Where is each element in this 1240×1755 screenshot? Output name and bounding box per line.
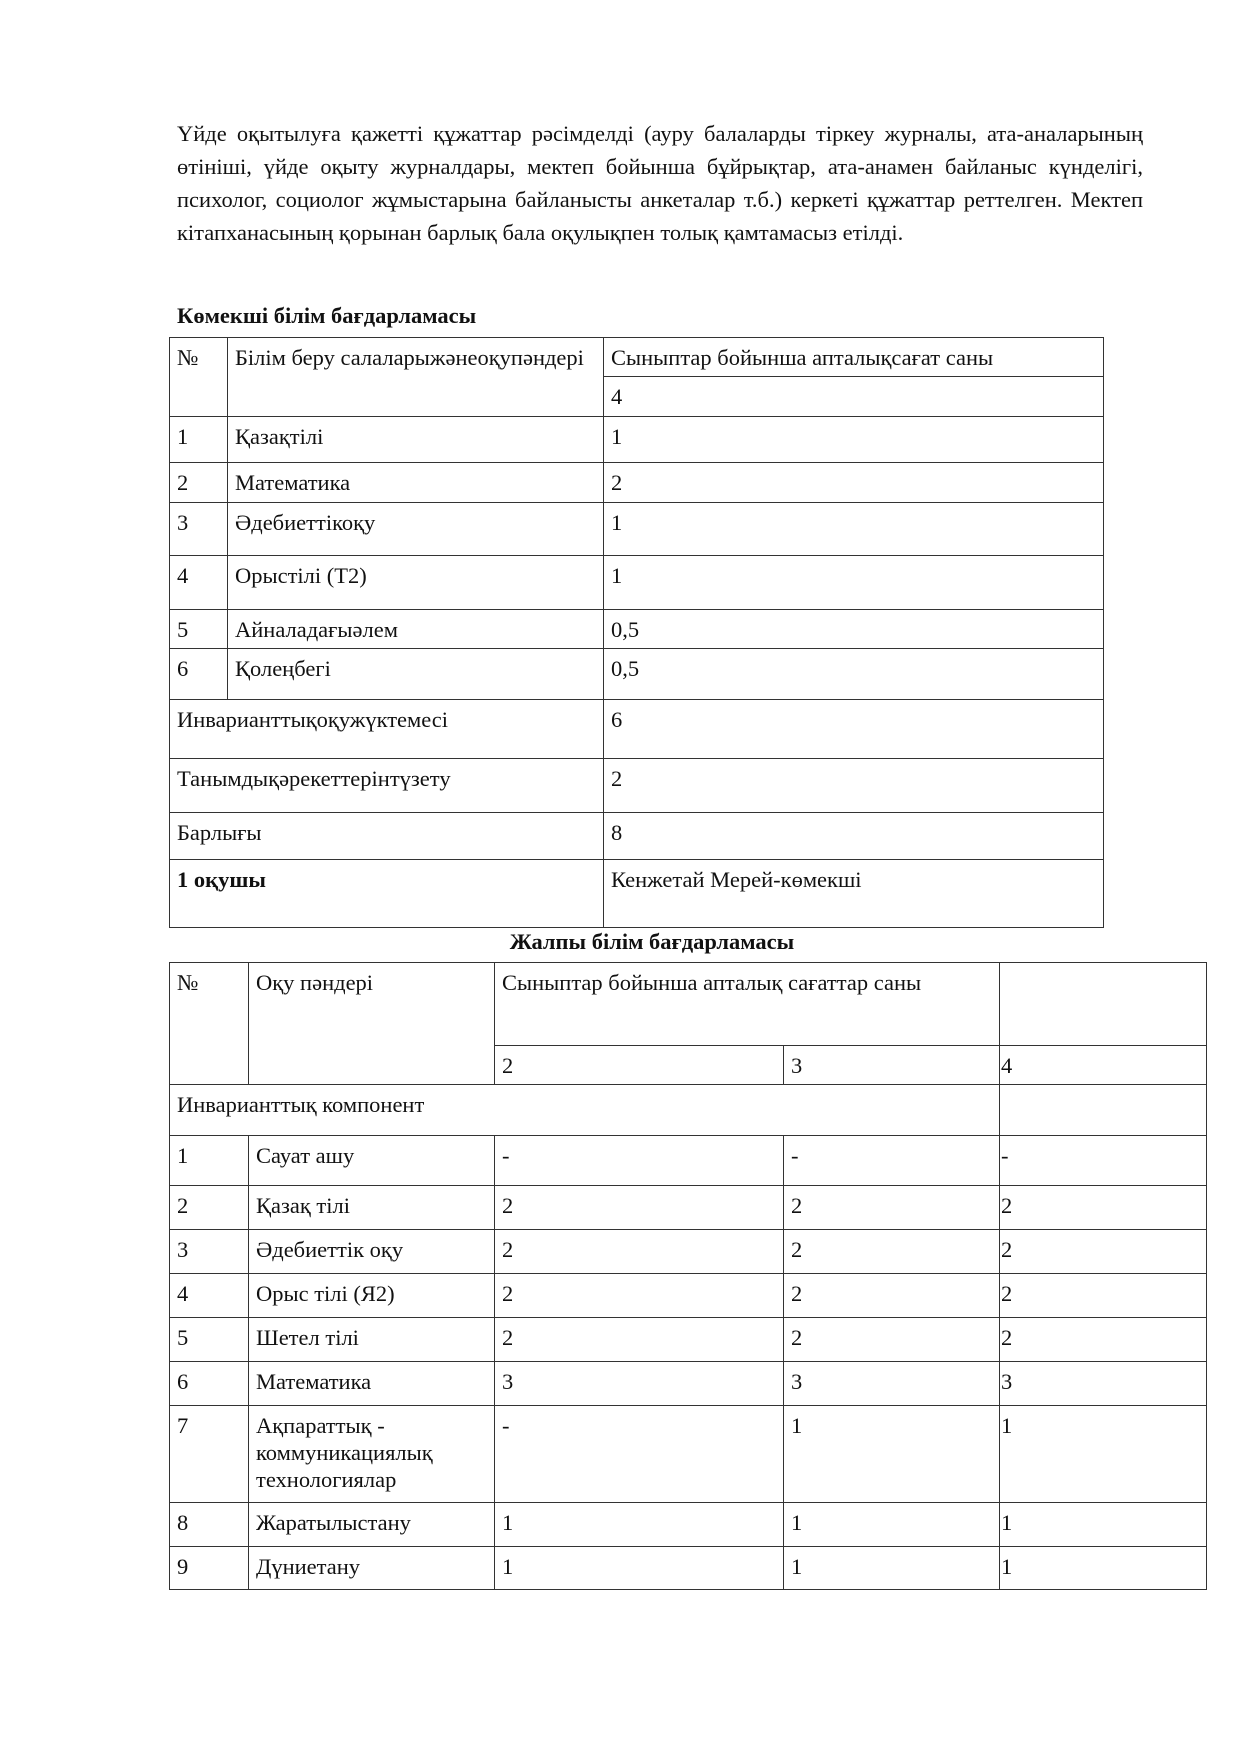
row-subject: Математика	[249, 1362, 495, 1406]
summary-row	[170, 813, 1104, 860]
table-row	[170, 1274, 1207, 1318]
header-empty	[1000, 963, 1207, 1046]
row-subject: Математика	[228, 463, 604, 503]
summary-value: 8	[604, 813, 1104, 860]
header-num: №	[170, 338, 228, 417]
header-num: №	[170, 963, 249, 1085]
table-row	[170, 1503, 1207, 1547]
row-value: 3	[495, 1362, 784, 1406]
summary-label: Барлығы	[170, 813, 604, 860]
summary-row	[170, 759, 1104, 813]
row-subject: Қолеңбегі	[228, 649, 604, 700]
section-row	[170, 1085, 1207, 1136]
row-num: 6	[170, 649, 228, 700]
table-row	[170, 1406, 1207, 1503]
row-value: 2	[784, 1318, 1000, 1362]
row-value: 0,5	[604, 649, 1104, 700]
row-num: 6	[170, 1362, 249, 1406]
table1-title: Көмекші білім бағдарламасы	[177, 303, 477, 328]
header-grade: 4	[1000, 1046, 1207, 1085]
table-row	[170, 463, 1104, 503]
row-value: 2	[784, 1274, 1000, 1318]
row-num: 9	[170, 1547, 249, 1590]
row-value: 2	[1000, 1186, 1207, 1230]
row-value: 1	[1000, 1547, 1207, 1590]
row-value: 2	[495, 1318, 784, 1362]
row-value: 0,5	[604, 610, 1104, 649]
table-row	[170, 1230, 1207, 1274]
row-value: 2	[1000, 1274, 1207, 1318]
row-value: 1	[1000, 1406, 1207, 1503]
row-subject: Әдебиеттік оқу	[249, 1230, 495, 1274]
row-value: 2	[1000, 1318, 1207, 1362]
table-row	[170, 649, 1104, 700]
table-row	[170, 1547, 1207, 1590]
row-subject: Қазақ тілі	[249, 1186, 495, 1230]
row-value: -	[495, 1406, 784, 1503]
header-grade: 2	[495, 1046, 784, 1085]
row-num: 4	[170, 556, 228, 610]
row-value: 2	[604, 463, 1104, 503]
summary-label: Инварианттықоқужүктемесі	[170, 700, 604, 759]
row-num: 1	[170, 1136, 249, 1186]
row-value: 1	[784, 1406, 1000, 1503]
row-subject: Ақпараттық - коммуникациялық технологиялар	[249, 1406, 495, 1503]
table-row	[170, 1318, 1207, 1362]
section-empty	[1000, 1085, 1207, 1136]
section-label: Инварианттық компонент	[170, 1085, 1000, 1136]
row-value: 1	[784, 1547, 1000, 1590]
table-row	[170, 610, 1104, 649]
row-num: 4	[170, 1274, 249, 1318]
header-subject: Білім беру салаларыжәнеоқупәндері	[228, 338, 604, 417]
row-num: 5	[170, 610, 228, 649]
row-value: 3	[1000, 1362, 1207, 1406]
row-subject: Қазақтілі	[228, 417, 604, 463]
general-program-table	[169, 962, 1207, 1590]
auxiliary-program-table	[169, 337, 1104, 928]
row-subject: Сауат ашу	[249, 1136, 495, 1186]
row-num: 2	[170, 463, 228, 503]
row-value: 2	[784, 1230, 1000, 1274]
row-subject: Шетел тілі	[249, 1318, 495, 1362]
row-value: 1	[495, 1547, 784, 1590]
row-value: 1	[1000, 1503, 1207, 1547]
table-row	[170, 1186, 1207, 1230]
row-value: 1	[604, 556, 1104, 610]
row-value: -	[495, 1136, 784, 1186]
header-grade: 4	[604, 377, 1104, 417]
header-subject: Оқу пәндері	[249, 963, 495, 1085]
row-value: 1	[784, 1503, 1000, 1547]
header-grade: 3	[784, 1046, 1000, 1085]
table-row	[170, 556, 1104, 610]
student-row	[170, 860, 1104, 928]
row-subject: Орыстілі (Т2)	[228, 556, 604, 610]
row-value: 1	[495, 1503, 784, 1547]
row-num: 3	[170, 1230, 249, 1274]
table-row	[170, 1362, 1207, 1406]
row-value: 2	[495, 1186, 784, 1230]
table2-title: Жалпы білім бағдарламасы	[509, 929, 795, 954]
row-num: 7	[170, 1406, 249, 1503]
row-subject: Әдебиеттікоқу	[228, 503, 604, 556]
intro-paragraph: Үйде оқытылуға қажетті құжаттар рәсімделді (ауру балаларды тіркеу журналы, ата-аналарының өтініші, үйде оқыту журналдары, мектеп бойынша бұйрықтар, ата-анамен байланыс күнделігі, психолог, социолог жұмыстарына байланысты анкеталар т.б.) керкеті құжаттар реттелген. Мектеп кітапханасының қорынан барлық бала оқулықпен толық қамтамасыз етілді.	[177, 121, 1143, 245]
student-value: Кенжетай Мерей-көмекші	[604, 860, 1104, 928]
row-value: -	[1000, 1136, 1207, 1186]
summary-value: 6	[604, 700, 1104, 759]
summary-row	[170, 700, 1104, 759]
row-subject: Жаратылыстану	[249, 1503, 495, 1547]
row-subject: Орыс тілі (Я2)	[249, 1274, 495, 1318]
row-num: 1	[170, 417, 228, 463]
row-value: 1	[604, 503, 1104, 556]
table-row	[170, 1136, 1207, 1186]
summary-value: 2	[604, 759, 1104, 813]
row-subject: Айналадағыәлем	[228, 610, 604, 649]
row-num: 5	[170, 1318, 249, 1362]
summary-label: Танымдықәрекеттерінтүзету	[170, 759, 604, 813]
row-value: 2	[784, 1186, 1000, 1230]
row-value: 3	[784, 1362, 1000, 1406]
row-value: 2	[1000, 1230, 1207, 1274]
row-subject: Дүниетану	[249, 1547, 495, 1590]
row-num: 8	[170, 1503, 249, 1547]
row-num: 2	[170, 1186, 249, 1230]
header-hours: Сыныптар бойынша апталықсағат саны	[604, 338, 1104, 377]
table-row	[170, 417, 1104, 463]
row-value: 1	[604, 417, 1104, 463]
header-hours: Сыныптар бойынша апталық сағаттар саны	[495, 963, 1000, 1046]
row-value: 2	[495, 1230, 784, 1274]
row-num: 3	[170, 503, 228, 556]
table-row	[170, 503, 1104, 556]
row-value: 2	[495, 1274, 784, 1318]
row-value: -	[784, 1136, 1000, 1186]
student-label: 1 оқушы	[170, 860, 604, 928]
